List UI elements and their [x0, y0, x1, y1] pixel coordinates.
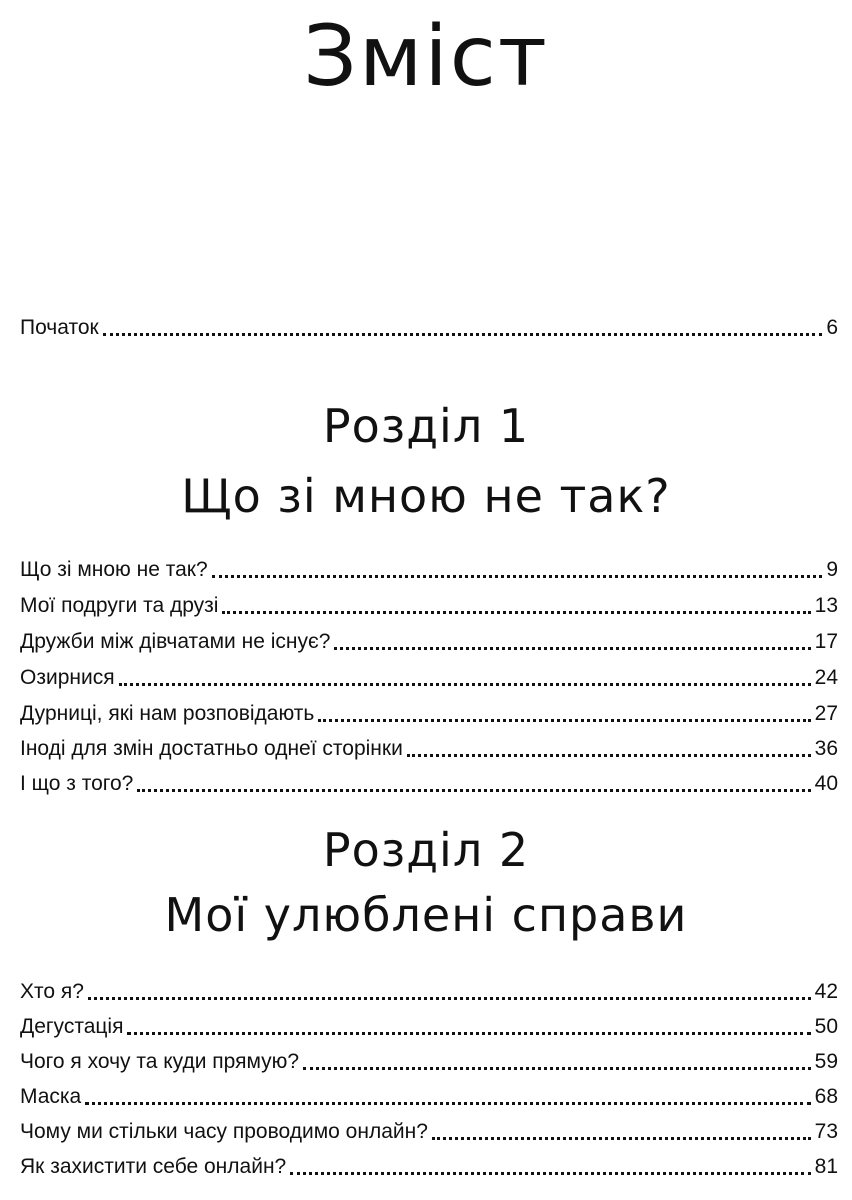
toc-entry[interactable] [20, 1010, 838, 1040]
toc-entry-title: І що з того? [20, 772, 134, 795]
toc-entry-title: Хто я? [20, 980, 84, 1003]
dot-leader [407, 754, 811, 757]
toc-entry-page: 42 [814, 980, 838, 1003]
toc-entry-title: Чого я хочу та куди прямую? [20, 1050, 300, 1073]
toc-entry[interactable] [20, 625, 838, 655]
toc-entry-title: Що зі мною не так? [20, 558, 208, 581]
dot-leader [103, 333, 823, 336]
dot-leader [212, 575, 823, 578]
toc-entry[interactable] [20, 975, 838, 1005]
dot-leader [334, 647, 810, 650]
toc-entry[interactable] [20, 732, 838, 762]
toc-entry[interactable] [20, 697, 838, 727]
toc-entry[interactable] [20, 1045, 838, 1075]
toc-entry-title: Дружби між дівчатами не існує? [20, 630, 331, 653]
dot-leader [85, 1102, 810, 1105]
toc-entry-intro[interactable] [20, 311, 838, 341]
toc-entry[interactable] [20, 1080, 838, 1110]
toc-entry-page: 13 [814, 594, 838, 617]
toc-entry-title: Мої подруги та друзі [20, 594, 219, 617]
section-2-label: Розділ 2 [322, 823, 530, 877]
toc-entry-page: 81 [814, 1155, 838, 1178]
toc-entry-title: Озирнися [20, 666, 115, 689]
toc-entry[interactable] [20, 589, 838, 619]
toc-entry[interactable] [20, 767, 838, 797]
toc-entry-page: 50 [814, 1015, 838, 1038]
toc-entry-page: 17 [814, 630, 838, 653]
toc-entry-title: Чому ми стільки часу проводимо онлайн? [20, 1120, 428, 1143]
toc-entry-title: Іноді для змін достатньо однеї сторінки [20, 737, 403, 760]
toc-entry-title: Дурниці, які нам розповідають [20, 702, 315, 725]
toc-entry-page: 40 [814, 772, 838, 795]
dot-leader [137, 789, 810, 792]
toc-entry-page: 6 [826, 316, 838, 339]
toc-entry-page: 73 [814, 1120, 838, 1143]
dot-leader [222, 611, 810, 614]
toc-entry-page: 9 [826, 558, 838, 581]
section-2-title: Мої улюблені справи [164, 888, 688, 942]
toc-entry-title: Маска [20, 1085, 82, 1108]
section-1-label: Розділ 1 [322, 399, 530, 453]
toc-entry-page: 36 [814, 737, 838, 760]
section-1-title: Що зі мною не так? [181, 469, 671, 523]
page-title: Зміст [303, 7, 549, 105]
dot-leader [432, 1137, 811, 1140]
toc-entry-page: 59 [814, 1050, 838, 1073]
toc-entry-title: Як захистити себе онлайн? [20, 1155, 287, 1178]
toc-entry[interactable] [20, 1150, 838, 1180]
toc-entry-page: 68 [814, 1085, 838, 1108]
toc-entry[interactable] [20, 661, 838, 691]
toc-entry-page: 24 [814, 666, 838, 689]
dot-leader [88, 997, 811, 1000]
toc-entry-page: 27 [814, 702, 838, 725]
toc-entry[interactable] [20, 1115, 838, 1145]
dot-leader [119, 683, 811, 686]
dot-leader [303, 1067, 811, 1070]
dot-leader [318, 719, 810, 722]
dot-leader [290, 1172, 810, 1175]
dot-leader [127, 1032, 810, 1035]
toc-entry-title: Початок [20, 316, 99, 339]
toc-entry-title: Дегустація [20, 1015, 124, 1038]
toc-entry[interactable] [20, 553, 838, 583]
